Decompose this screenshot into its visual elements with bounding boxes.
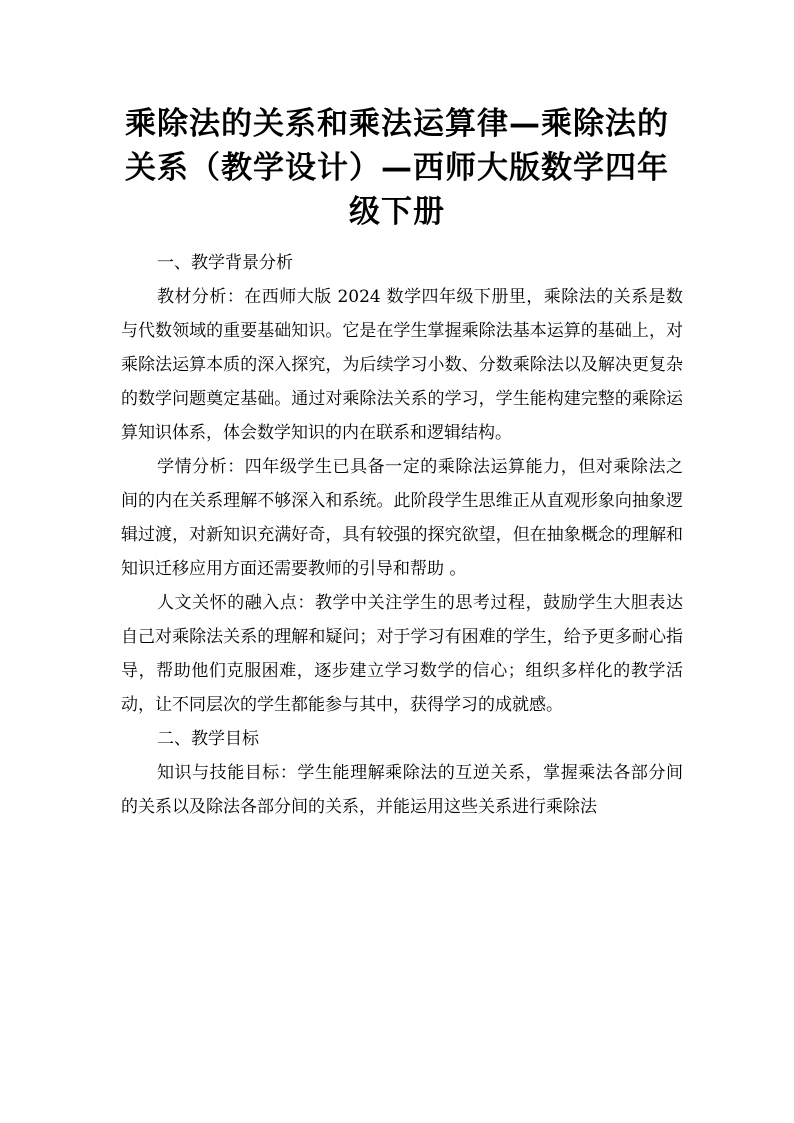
title-line: 关系（教学设计）—西师大版数学四年 xyxy=(125,150,669,186)
paragraph-humanistic-care: 人文关怀的融入点：教学中关注学生的思考过程，鼓励学生大胆表达自己对乘除法关系的理解和疑问；对于学习有困难的学生，给予更多耐心指导，帮助他们克服困难，逐步建立学习数学的信心；组织多样化的教学活动，让不同层次的学生都能参与其中，获得学习的成就感。 xyxy=(121,593,683,715)
document-body xyxy=(121,246,683,824)
paragraph-student-analysis: 学情分析：四年级学生已具备一定的乘除法运算能力，但对乘除法之间的内在关系理解不够深入和系统。此阶段学生思维正从直观形象向抽象逻辑过渡，对新知识充满好奇，具有较强的探究欲望，但在抽象概念的理解和知识迁移应用方面还需要教师的引导和帮助 。 xyxy=(121,457,683,579)
section-heading-background: 一、教学背景分析 xyxy=(157,253,293,273)
title-line: 乘除法的关系和乘法运算律—乘除法的 xyxy=(125,106,669,142)
section-heading-objectives: 二、教学目标 xyxy=(157,729,259,749)
title-line: 级下册 xyxy=(349,194,445,230)
paragraph-knowledge-skills: 知识与技能目标：学生能理解乘除法的互逆关系，掌握乘法各部分间的关系以及除法各部分间的关系，并能运用这些关系进行乘除法 xyxy=(121,763,683,817)
document-title xyxy=(110,102,684,234)
paragraph-textbook-analysis: 教材分析：在西师大版 2024 数学四年级下册里，乘除法的关系是数与代数领域的重要基础知识。它是在学生掌握乘除法基本运算的基础上，对乘除法运算本质的深入探究，为后续学习小数、分数乘除法以及解决更复杂的数学问题奠定基础。通过对乘除法关系的学习，学生能构建完整的乘除运算知识体系，体会数学知识的内在联系和逻辑结构。 xyxy=(121,287,683,443)
